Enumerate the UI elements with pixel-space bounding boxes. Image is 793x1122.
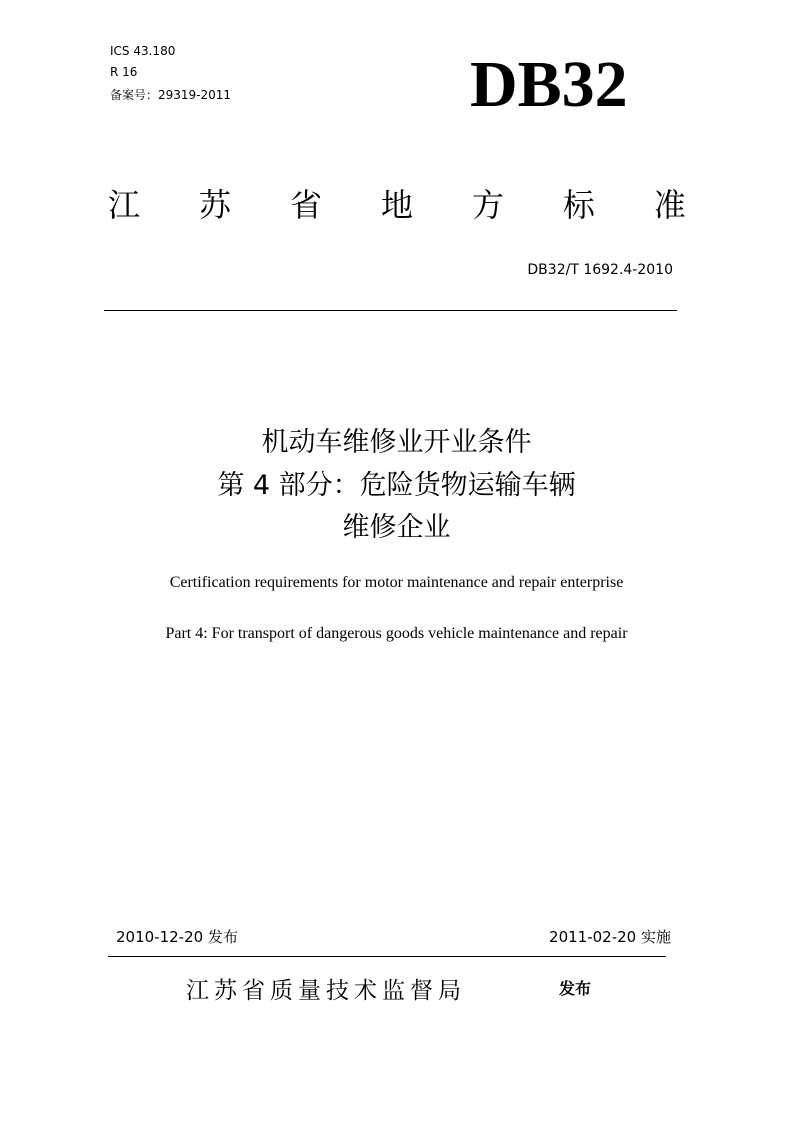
ccs-code: R 16 xyxy=(110,65,138,79)
title-char: 苏 xyxy=(198,186,231,224)
title-char: 地 xyxy=(380,186,413,224)
divider xyxy=(108,956,666,957)
standard-code: DB32/T 1692.4-2010 xyxy=(527,262,673,278)
title-char: 准 xyxy=(653,186,686,224)
record-number: 备案号：29319-2011 xyxy=(110,88,232,102)
db32-logo: DB32 xyxy=(470,48,628,121)
implementation-date: 2011-02-20 实施 xyxy=(549,928,671,946)
issuer-name: 江苏省质量技术监督局 xyxy=(186,978,466,1004)
title-line-2: 第 4 部分：危险货物运输车辆 xyxy=(217,470,576,501)
ics-code: ICS 43.180 xyxy=(110,44,176,58)
issuer-action: 发布 xyxy=(559,979,592,998)
title-char: 方 xyxy=(471,186,504,224)
title-char: 省 xyxy=(289,186,322,224)
divider xyxy=(104,310,677,311)
province-standard-title xyxy=(108,180,686,226)
title-line-1: 机动车维修业开业条件 xyxy=(261,427,532,458)
title-char: 江 xyxy=(108,186,141,224)
title-char: 标 xyxy=(562,186,595,224)
english-title-1: Certification requirements for motor maintenance and repair enterprise xyxy=(169,574,624,591)
issue-date: 2010-12-20 发布 xyxy=(116,928,238,946)
english-title-2: Part 4: For transport of dangerous goods vehicle maintenance and repair xyxy=(165,625,628,642)
title-line-3: 维修企业 xyxy=(342,512,451,543)
